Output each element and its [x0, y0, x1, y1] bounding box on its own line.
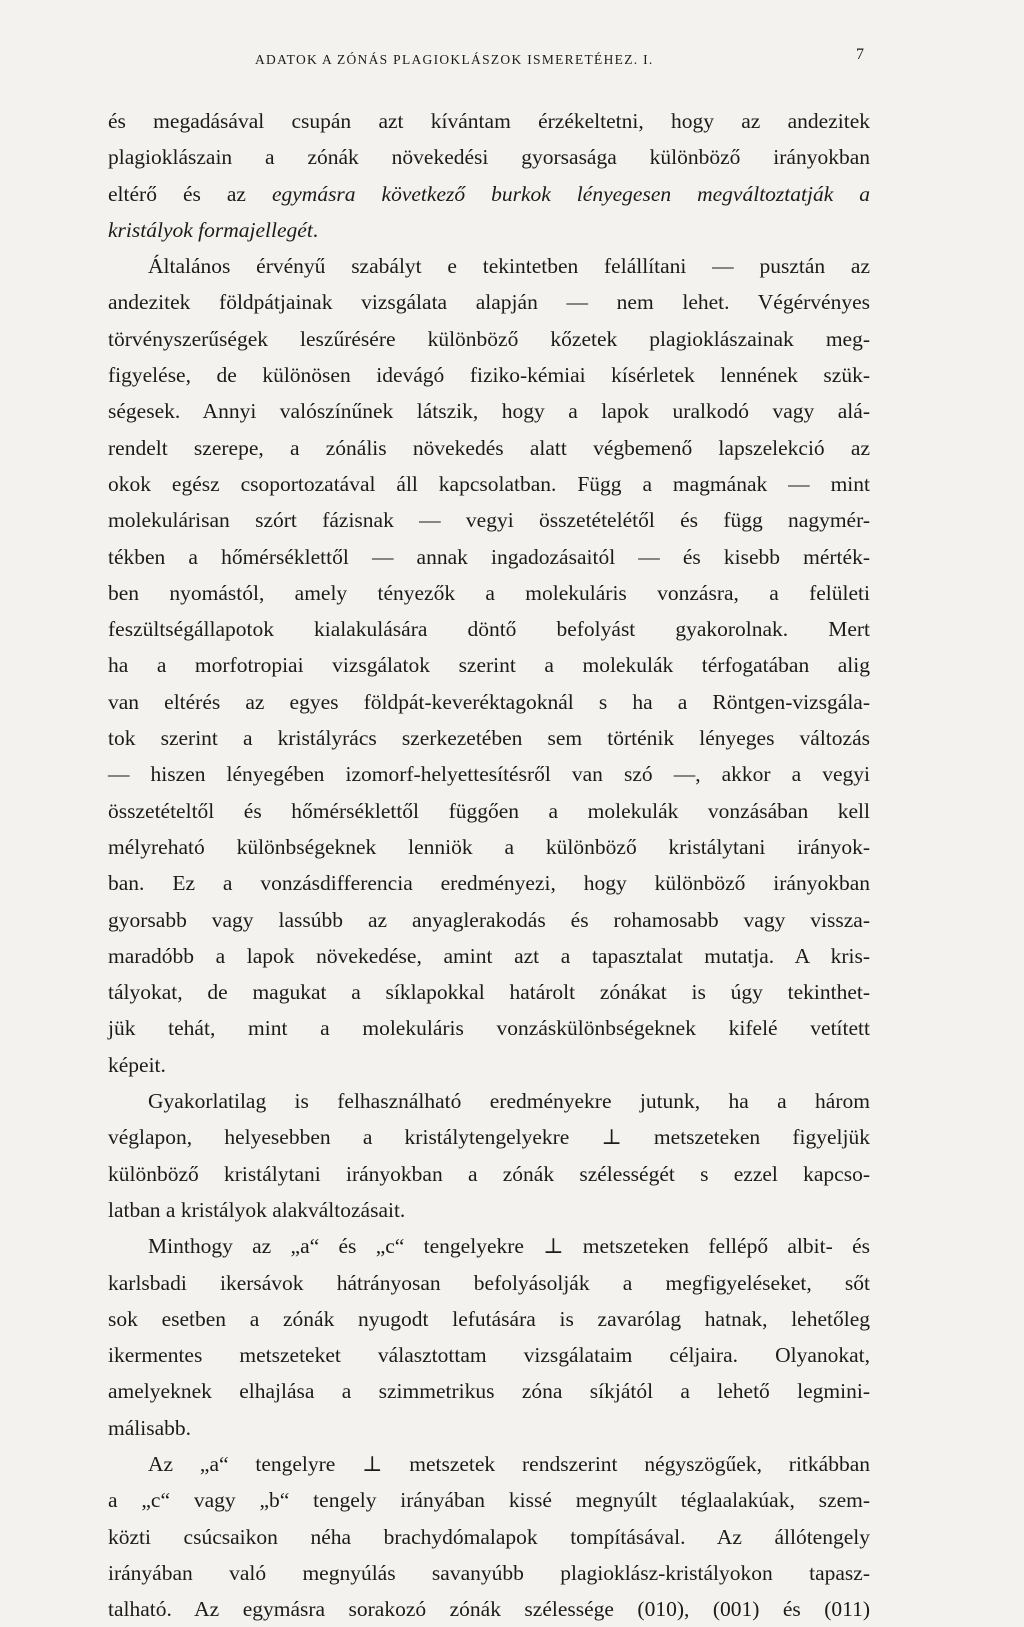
line-text: ségesek. Annyi valószínűnek látszik, hogy a lapok uralkodó vagy alá- — [108, 399, 870, 424]
line-text: ban. Ez a vonzásdifferencia eredményezi, hogy különböző irányokban — [108, 871, 870, 896]
text-line — [108, 466, 870, 502]
line-text: maradóbb a lapok növekedése, amint azt a tapasztalat mutatja. A kris- — [108, 943, 870, 968]
line-text: Az „a“ tengelyre ⊥ metszetek rendszerint négyszögűek, ritkábban — [148, 1451, 870, 1476]
text-line — [108, 1047, 870, 1083]
text-line — [108, 284, 870, 320]
text-line — [108, 248, 870, 284]
line-text: eltérő és az — [108, 181, 272, 206]
text-line — [108, 1010, 870, 1046]
text-line — [108, 684, 870, 720]
line-text: talható. Az egymásra sorakozó zónák szélessége (010), (001) és (011) — [108, 1597, 870, 1622]
text-line — [108, 1519, 870, 1555]
text-line — [108, 865, 870, 901]
text-line — [108, 720, 870, 756]
text-line — [108, 902, 870, 938]
text-line — [108, 1337, 870, 1373]
line-text: tékben a hőmérséklettől — annak ingadozásaitól — és kisebb mérték- — [108, 544, 870, 569]
line-text: andezitek földpátjainak vizsgálata alapján — nem lehet. Végérvényes — [108, 290, 870, 315]
paragraph — [108, 248, 870, 1083]
text-line — [108, 1192, 870, 1228]
text-line — [108, 575, 870, 611]
italic-text: kristályok formajellegét — [108, 217, 313, 242]
line-text: tok szerint a kristályrács szerkezetében sem történik lényeges változás — [108, 726, 870, 751]
text-line — [108, 1119, 870, 1155]
line-text: mélyreható különbségeknek lenniök a különböző kristálytani irányok- — [108, 834, 870, 859]
text-line — [108, 647, 870, 683]
line-text: feszültségállapotok kialakulására döntő befolyást gyakorolnak. Mert — [108, 617, 870, 642]
text-line — [108, 139, 870, 175]
text-line — [108, 539, 870, 575]
text-line — [108, 176, 870, 212]
text-line — [108, 756, 870, 792]
running-header: ADATOK A ZÓNÁS PLAGIOKLÁSZOK ISMERETÉHEZ. I. — [255, 52, 654, 67]
text-line — [108, 321, 870, 357]
line-text: amelyeknek elhajlása a szimmetrikus zóna síkjától a lehető legmini- — [108, 1379, 870, 1404]
italic-text: egymásra következő burkok lényegesen megváltoztatják a — [271, 181, 871, 206]
text-line — [108, 393, 870, 429]
line-text: jük tehát, mint a molekuláris vonzáskülönbségeknek kifelé vetített — [108, 1016, 870, 1041]
line-text: képeit. — [108, 1052, 166, 1077]
line-text: molekulárisan szórt fázisnak — vegyi összetételétől és függ nagymér- — [108, 508, 870, 533]
text-line — [108, 1265, 870, 1301]
line-text: figyelése, de különösen idevágó fiziko-kémiai kísérletek lennének szük- — [108, 363, 870, 388]
line-text: irányában való megnyúlás savanyúbb plagioklász-kristályokon tapasz- — [108, 1560, 870, 1585]
line-text: — hiszen lényegében izomorf-helyettesítésről van szó —, akkor a vegyi — [108, 762, 870, 787]
paragraph — [108, 103, 870, 248]
line-text: rendelt szerepe, a zónális növekedés alatt végbemenő lapszelekció az — [108, 435, 870, 460]
body-text — [108, 103, 870, 1627]
line-text: plagioklászain a zónák növekedési gyorsasága különböző irányokban — [108, 145, 870, 170]
line-text: a „c“ vagy „b“ tengely irányában kissé megnyúlt téglaalakúak, szem- — [108, 1488, 870, 1513]
text-line — [108, 1301, 870, 1337]
text-line — [108, 829, 870, 865]
line-text: Gyakorlatilag is felhasználható eredményekre jutunk, ha a három — [148, 1089, 870, 1114]
text-line — [108, 430, 870, 466]
text-line — [108, 502, 870, 538]
text-line — [108, 974, 870, 1010]
line-text: véglapon, helyesebben a kristálytengelyekre ⊥ metszeteken figyeljük — [108, 1125, 870, 1150]
line-text: tályokat, de magukat a síklapokkal határolt zónákat is úgy tekinthet- — [108, 980, 870, 1005]
line-text: okok egész csoportozatával áll kapcsolatban. Függ a magmának — mint — [108, 471, 870, 496]
line-text: sok esetben a zónák nyugodt lefutására is zavarólag hatnak, lehetőleg — [108, 1306, 870, 1331]
paragraph — [108, 1446, 870, 1627]
text-line — [108, 1228, 870, 1264]
line-text: karlsbadi ikersávok hátrányosan befolyásolják a megfigyeléseket, sőt — [108, 1270, 870, 1295]
text-line — [108, 103, 870, 139]
text-line — [108, 1156, 870, 1192]
text-line — [108, 1410, 870, 1446]
text-line — [108, 1482, 870, 1518]
text-line — [108, 212, 870, 248]
line-text: Általános érvényű szabályt e tekintetben felállítani — pusztán az — [148, 254, 870, 279]
line-text: latban a kristályok alakváltozásait. — [108, 1197, 406, 1222]
page-number: 7 — [856, 46, 864, 63]
line-text: van eltérés az egyes földpát-keveréktagoknál s ha a Röntgen-vizsgála- — [108, 689, 870, 714]
text-line — [108, 793, 870, 829]
line-text: . — [312, 217, 319, 242]
text-line — [108, 357, 870, 393]
line-text: ben nyomástól, amely tényezők a molekuláris vonzásra, a felületi — [108, 580, 870, 605]
text-line — [108, 1446, 870, 1482]
line-text: gyorsabb vagy lassúbb az anyaglerakodás és rohamosabb vagy vissza- — [108, 907, 870, 932]
line-text: Minthogy az „a“ és „c“ tengelyekre ⊥ metszeteken fellépő albit- és — [148, 1234, 870, 1259]
text-line — [108, 938, 870, 974]
line-text: törvényszerűségek leszűrésére különböző kőzetek plagioklászainak meg- — [108, 326, 870, 351]
line-text: összetételtől és hőmérséklettől függően a molekulák vonzásában kell — [108, 798, 870, 823]
text-line — [108, 1591, 870, 1627]
text-line — [108, 1373, 870, 1409]
line-text: ikermentes metszeteket választottam vizsgálataim céljaira. Olyanokat, — [108, 1343, 870, 1368]
line-text: különböző kristálytani irányokban a zónák szélességét s ezzel kapcso- — [108, 1161, 870, 1186]
line-text: málisabb. — [108, 1415, 191, 1440]
paragraph — [108, 1083, 870, 1228]
line-text: ha a morfotropiai vizsgálatok szerint a molekulák térfogatában alig — [108, 653, 870, 678]
paragraph — [108, 1228, 870, 1446]
text-line — [108, 1555, 870, 1591]
text-line — [108, 611, 870, 647]
line-text: és megadásával csupán azt kívántam érzékeltetni, hogy az andezitek — [108, 109, 870, 133]
line-text: közti csúcsaikon néha brachydómalapok tompításával. Az állótengely — [108, 1524, 870, 1549]
text-line — [108, 1083, 870, 1119]
